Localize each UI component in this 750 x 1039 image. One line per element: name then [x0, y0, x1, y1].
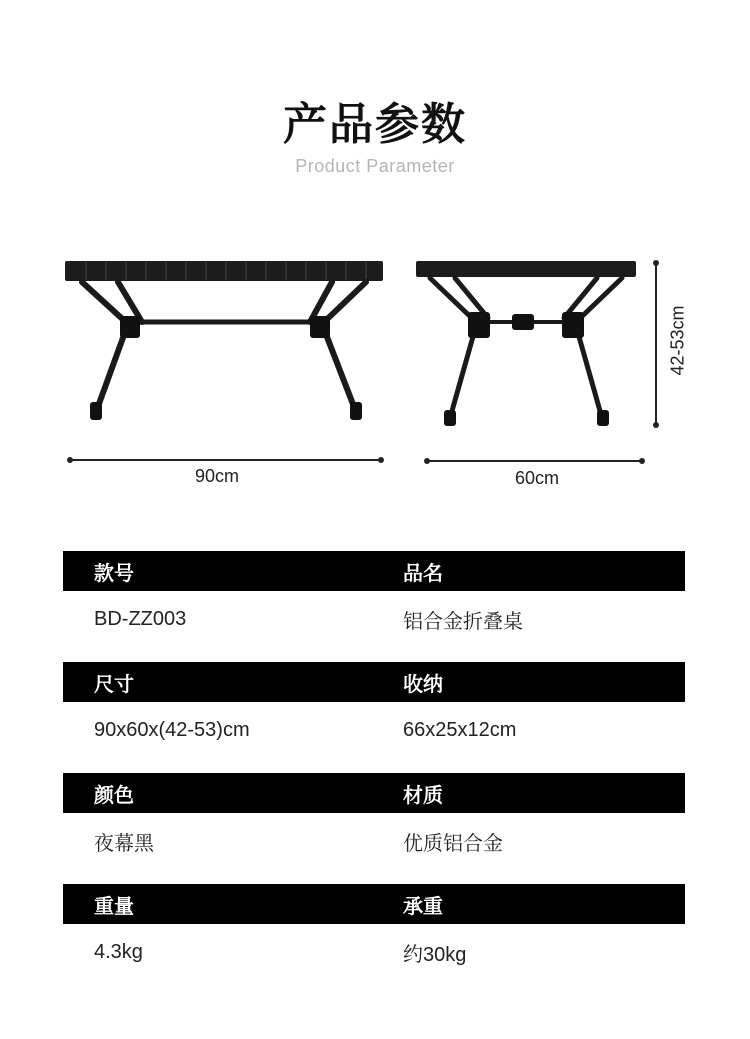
param-label-model: 款号 [94, 560, 134, 585]
param-value-storage: 66x25x12cm [403, 718, 517, 741]
param-label-load: 承重 [403, 893, 443, 918]
param-group-2 [63, 662, 685, 758]
dimension-line-height [653, 260, 659, 428]
dimension-width-label: 60cm [515, 468, 560, 488]
param-header-row [63, 884, 685, 924]
param-group-1 [63, 551, 685, 647]
param-label-name: 品名 [403, 560, 443, 585]
param-header-row [63, 662, 685, 702]
table-front-view [65, 261, 383, 420]
param-value-row [63, 813, 685, 869]
page-subtitle: Product Parameter [295, 156, 455, 176]
param-label-size: 尺寸 [94, 671, 134, 696]
param-label-storage: 收纳 [403, 671, 443, 696]
param-header-row [63, 773, 685, 813]
param-group-3 [63, 773, 685, 869]
param-value-name: 铝合金折叠桌 [403, 610, 523, 633]
param-value-model: BD-ZZ003 [94, 607, 187, 630]
param-group-4 [63, 884, 685, 980]
param-value-size: 90x60x(42-53)cm [94, 718, 250, 741]
param-value-row [63, 591, 685, 647]
parameter-table [63, 551, 685, 995]
dimension-length-label: 90cm [195, 466, 240, 486]
param-label-weight: 重量 [94, 893, 134, 918]
param-value-color: 夜幕黑 [94, 832, 154, 855]
param-value-load: 约30kg [403, 943, 467, 966]
param-value-material: 优质铝合金 [403, 832, 503, 855]
page-title: 产品参数 [283, 99, 467, 150]
param-value-row [63, 924, 685, 980]
dimension-height-label: 42-53cm [667, 305, 688, 376]
param-label-color: 颜色 [94, 782, 134, 807]
param-value-weight: 4.3kg [94, 940, 143, 963]
dimension-line-width [424, 458, 645, 464]
table-side-view [416, 261, 636, 426]
param-header-row [63, 551, 685, 591]
param-value-row [63, 702, 685, 758]
param-label-material: 材质 [403, 782, 443, 807]
table-illustration [0, 240, 750, 500]
dimension-line-length [67, 457, 384, 463]
